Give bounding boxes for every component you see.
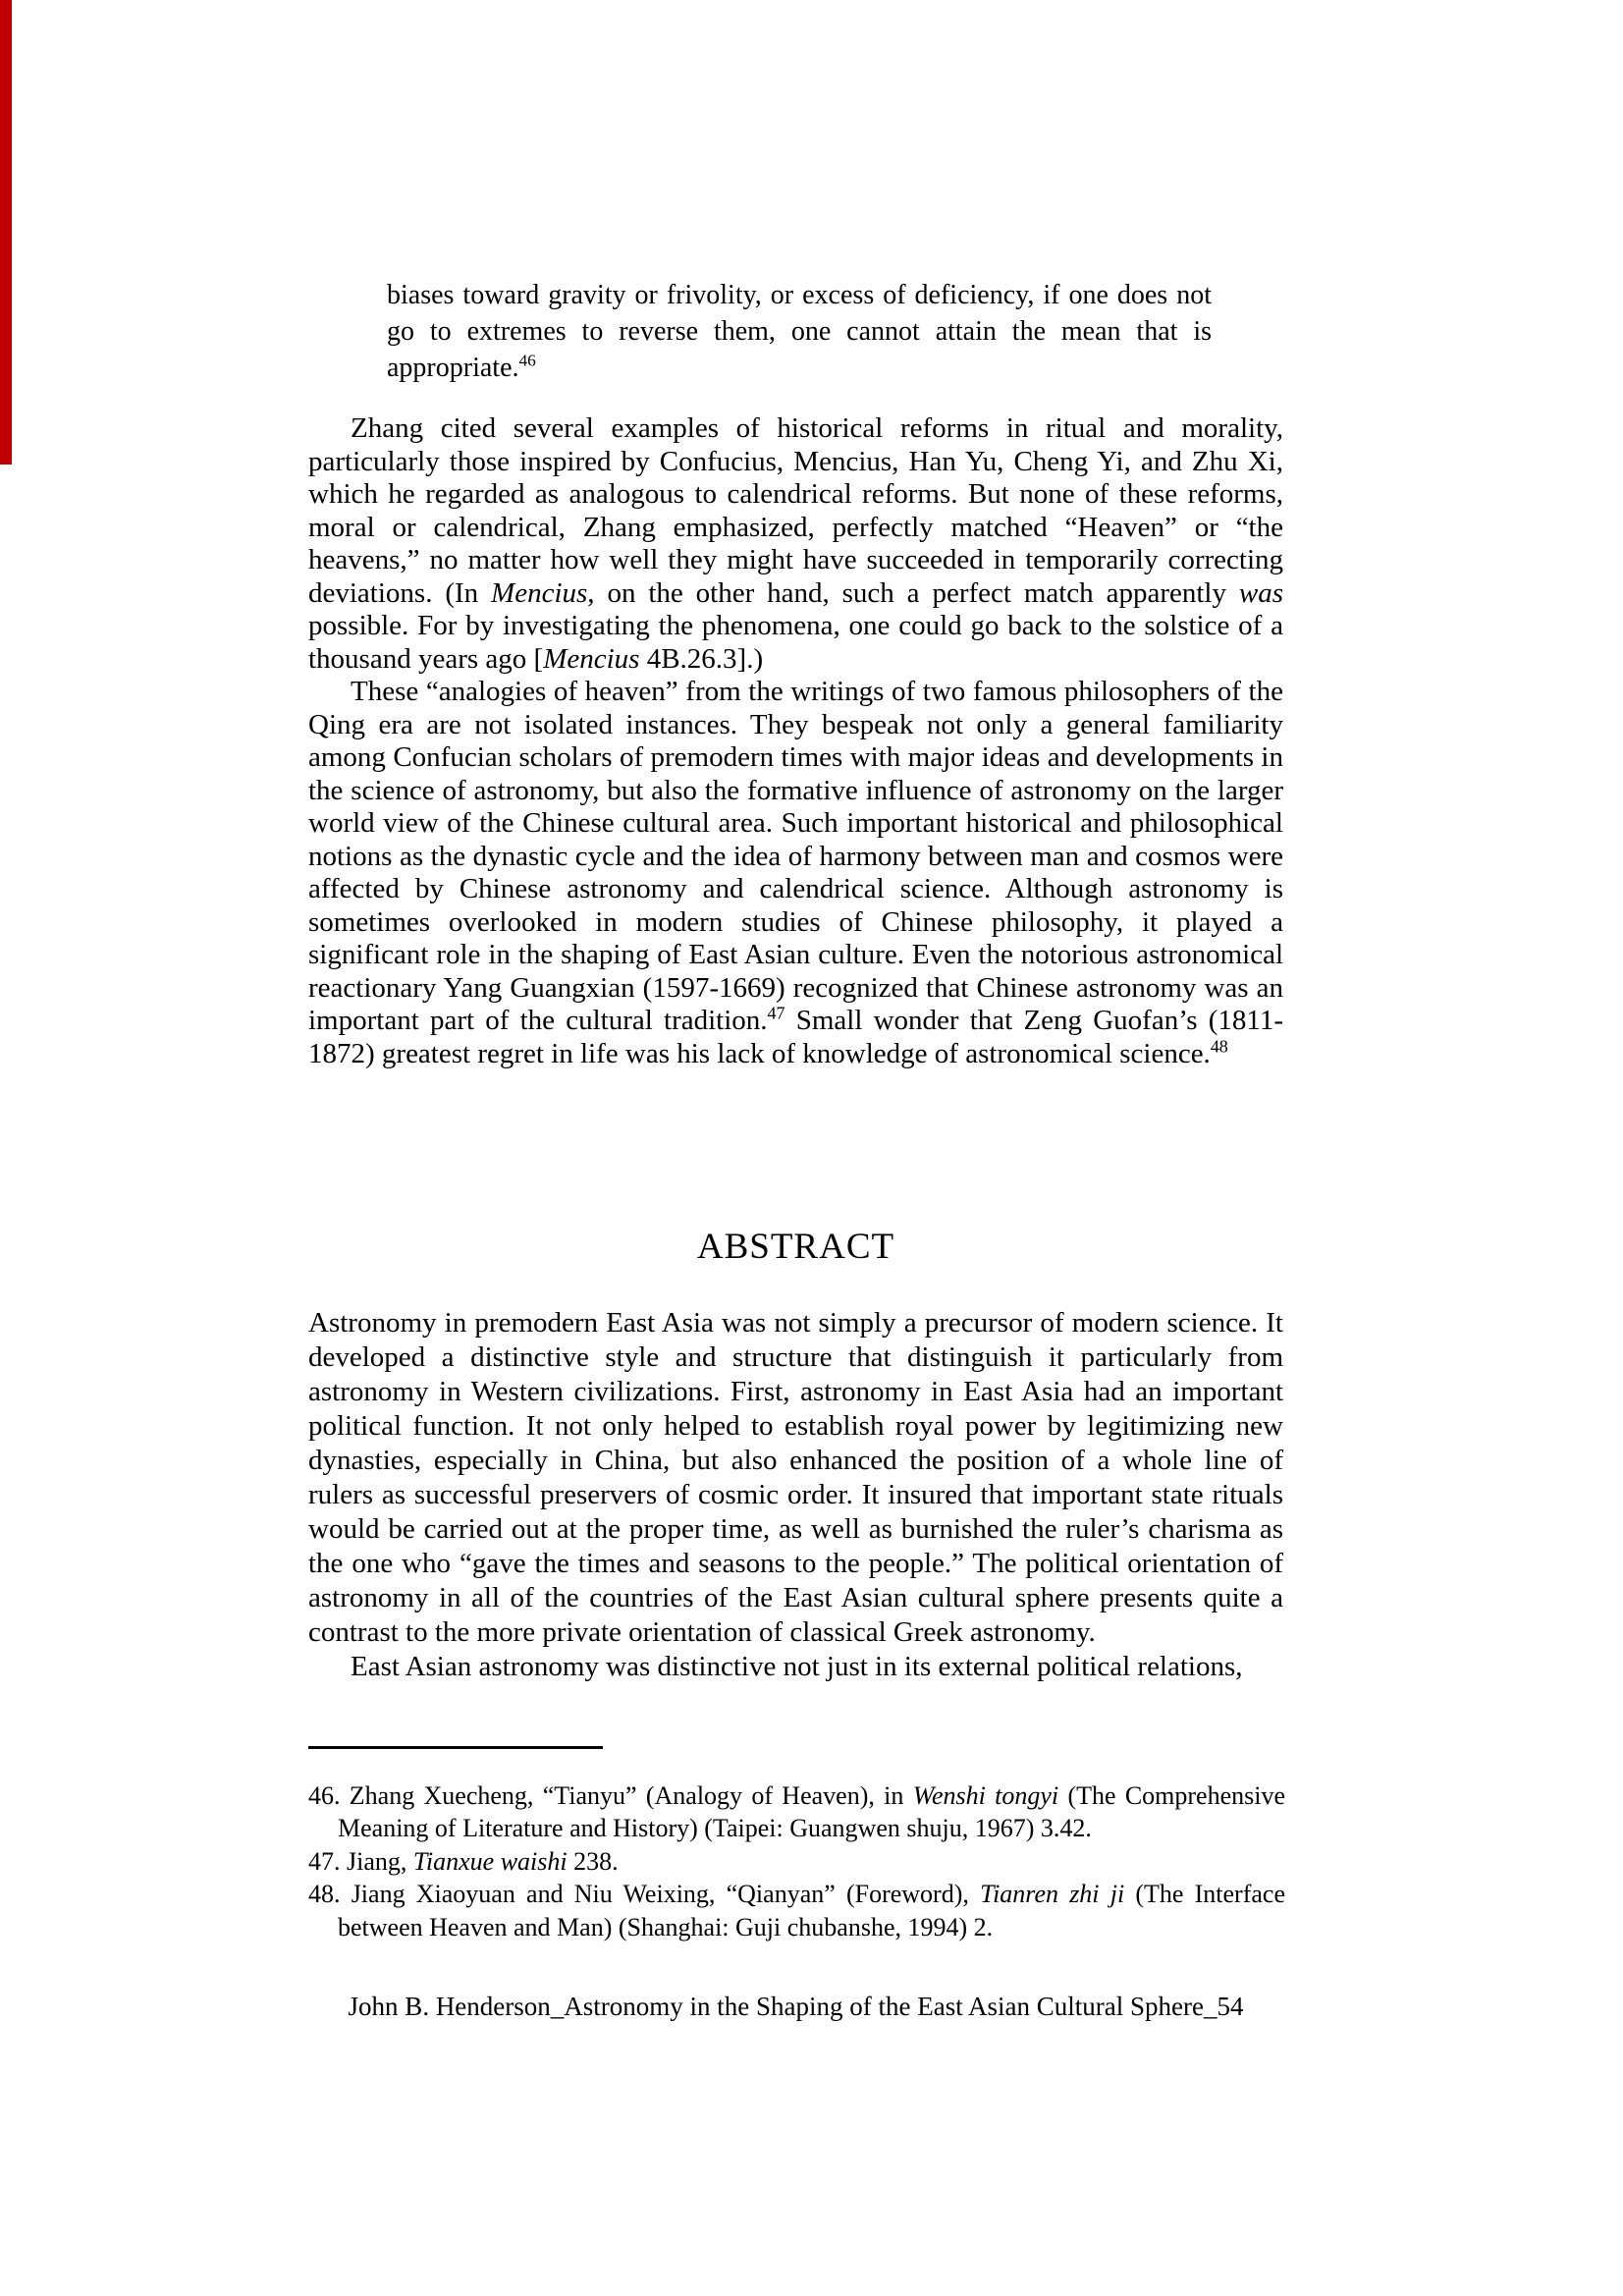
footnotes-section: [308, 1779, 1285, 1943]
footnote-separator-rule: [308, 1746, 603, 1749]
abstract-paragraph-1: Astronomy in premodern East Asia was not simply a precursor of modern science. It developed a distinctive style and structure that distinguish it particularly from astronomy in Western civilizations. First, astronomy in East Asia had an important political function. It not only helped to establish royal power by legitimizing new dynasties, especially in China, but also enhanced the position of a whole line of rulers as successful preservers of cosmic order. It insured that important state rituals would be carried out at the proper time, as well as burnished the ruler’s charisma as the one who “gave the times and seasons to the people.” The political orientation of astronomy in all of the countries of the East Asian cultural sphere presents quite a contrast to the more private orientation of classical Greek astronomy.: [308, 1307, 1283, 1648]
abstract-section: [308, 1306, 1283, 1684]
body-paragraph-1: Zhang cited several examples of historical reforms in ritual and morality, particularly those inspired by Confucius, Mencius, Han Yu, Cheng Yi, and Zhu Xi, which he regarded as analogous to calendrical reforms. But none of these reforms, moral or calendrical, Zhang emphasized, perfectly matched “Heaven” or “the heavens,” no matter how well they might have succeeded in temporarily correcting deviations. (In Mencius, on the other hand, such a perfect match apparently was possible. For by investigating the phenomena, one could go back to the solstice of a thousand years ago [Mencius 4B.26.3].): [308, 412, 1283, 675]
page-footer: John B. Henderson_Astronomy in the Shaping of the East Asian Cultural Sphere_54: [348, 1992, 1244, 2021]
abstract-paragraph-2: East Asian astronomy was distinctive not just in its external political relations,: [351, 1651, 1243, 1682]
footnote-48: 48. Jiang Xiaoyuan and Niu Weixing, “Qianyan” (Foreword), Tianren zhi ji (The Interface between Heaven and Man) (Shanghai: Guji chubanshe, 1994) 2.: [308, 1880, 1285, 1941]
red-margin-bar: [0, 0, 12, 465]
footnote-46: 46. Zhang Xuecheng, “Tianyu” (Analogy of Heaven), in Wenshi tongyi (The Comprehensive Meaning of Literature and History) (Taipei: Guangwen shuju, 1967) 3.42.: [308, 1781, 1286, 1843]
block-quote: biases toward gravity or frivolity, or excess of deficiency, if one does not go to extremes to reverse them, one cannot attain the mean that is appropriate.$^{46}$: [387, 280, 1212, 383]
footnote-47: 47. Jiang, Tianxue waishi 238.: [308, 1846, 619, 1876]
body-text: [308, 412, 1283, 1070]
body-paragraph-2: These “analogies of heaven” from the writings of two famous philosophers of the Qing era are not isolated instances. They bespeak not only a general familiarity among Confucian scholars of premodern times with major ideas and developments in the science of astronomy, but also the formative influence of astronomy on the larger world view of the Chinese cultural area. Such important historical and philosophical notions as the dynastic cycle and the idea of harmony between man and cosmos were affected by Chinese astronomy and calendrical science. Although astronomy is sometimes overlooked in modern studies of Chinese philosophy, it played a significant role in the shaping of East Asian culture. Even the notorious astronomical reactionary Yang Guangxian (1597-1669) recognized that Chinese astronomy was an important part of the cultural tradition.$^{47}$ Small wonder that Zeng Guofan’s (1811-1872) greatest regret in life was his lack of knowledge of astronomical science.$^{48}$: [308, 676, 1283, 1069]
abstract-heading: ABSTRACT: [696, 1227, 895, 1267]
